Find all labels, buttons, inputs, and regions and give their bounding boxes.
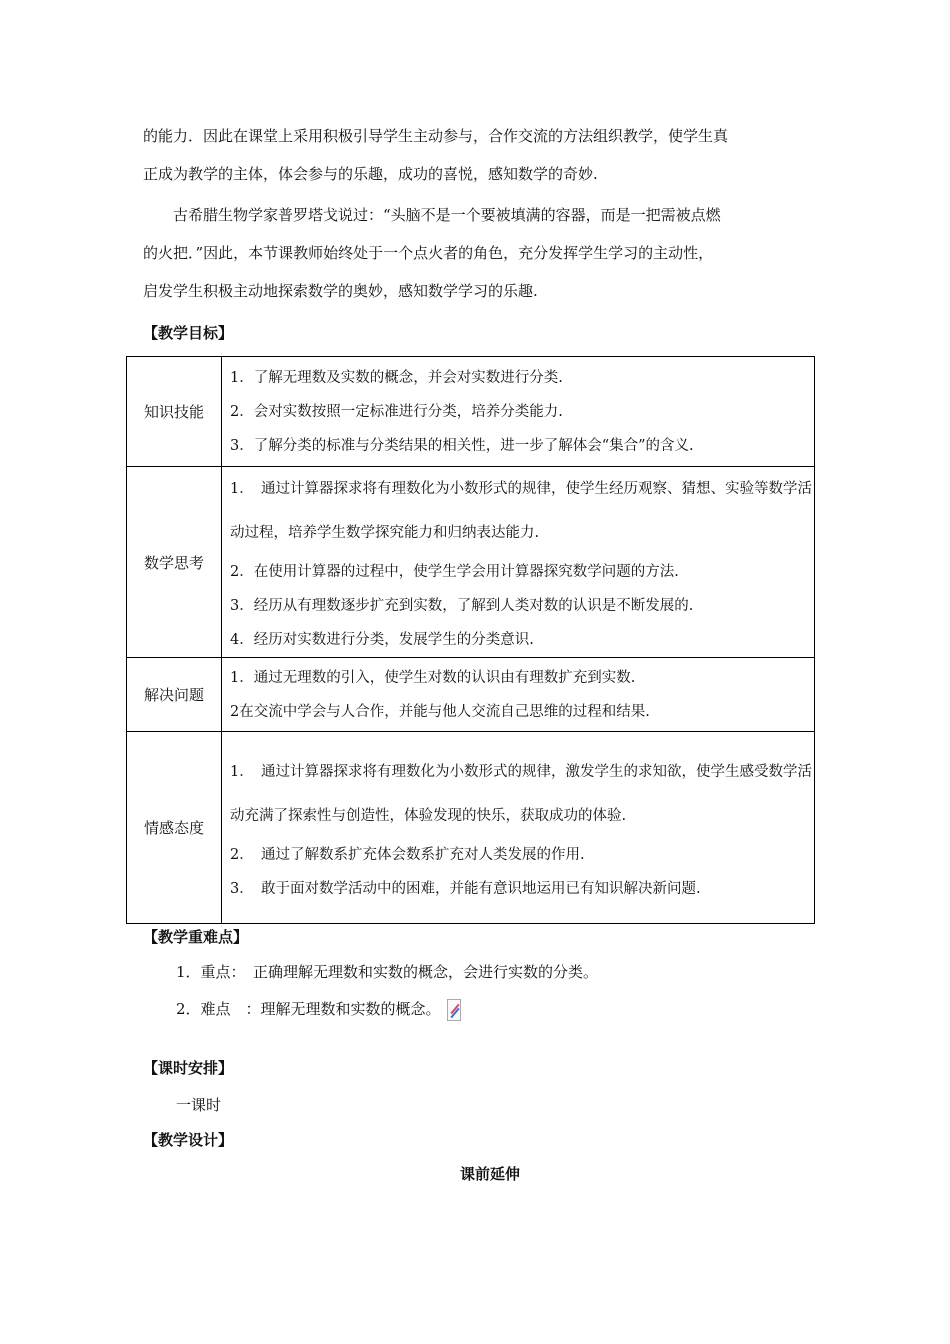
goals-items: [222, 357, 815, 467]
goals-heading: 【教学目标】: [143, 324, 234, 342]
goal-item: 1． 通过计算器探求将有理数化为小数形式的规律，使学生经历观察、猜想、实验等数学活动过程，培养学生数学探究能力和归纳表达能力.: [230, 481, 812, 541]
goals-category: 情感态度: [127, 732, 222, 924]
goal-item: 2．会对实数按照一定标准进行分类，培养分类能力.: [230, 403, 563, 420]
goals-items: [222, 467, 815, 658]
intro-line-2: 正成为教学的主体，体会参与的乐趣，成功的喜悦，感知数学的奇妙.: [143, 165, 598, 183]
schedule-heading: 【课时安排】: [143, 1059, 234, 1077]
goal-item: 1．通过无理数的引入，使学生对数的认识由有理数扩充到实数.: [230, 669, 636, 686]
goals-row-thinking: [127, 467, 815, 658]
design-heading: 【教学设计】: [143, 1131, 234, 1149]
goal-item: 3． 敢于面对数学活动中的困难，并能有意识地运用已有知识解决新问题.: [230, 880, 701, 897]
goals-table: [126, 356, 815, 924]
quote-paragraph: [143, 196, 813, 310]
schedule-value: 一课时: [176, 1096, 222, 1114]
goals-items: [222, 658, 815, 732]
quote-line-1: 古希腊生物学家普罗塔戈说过：“头脑不是一个要被填满的容器，而是一把需被点燃: [173, 206, 721, 224]
quote-line-2: 的火把．”因此，本节课教师始终处于一个点火者的角色，充分发挥学生学习的主动性，: [143, 244, 714, 262]
keypoint-item-text: 2．难点 ：理解无理数和实数的概念。: [176, 1000, 441, 1018]
keypoint-item: [176, 998, 461, 1021]
goal-item: 1． 通过计算器探求将有理数化为小数形式的规律，激发学生的求知欲，使学生感受数学活动充满了探索性与创造性，体验发现的快乐，获取成功的体验.: [230, 763, 812, 824]
goals-row-knowledge: [127, 357, 815, 467]
intro-line-1: 的能力．因此在课堂上采用积极引导学生主动参与，合作交流的方法组织教学，使学生真: [143, 127, 729, 145]
goal-item: 3．了解分类的标准与分类结果的相关性，进一步了解体会“集合”的含义.: [230, 437, 694, 454]
keypoint-item: 1．重点： 正确理解无理数和实数的概念，会进行实数的分类。: [176, 963, 599, 981]
keypoints-heading: 【教学重难点】: [143, 928, 249, 946]
goal-item: 3．经历从有理数逐步扩充到实数，了解到人类对数的认识是不断发展的.: [230, 598, 694, 614]
goal-item: 4．经历对实数进行分类，发展学生的分类意识.: [230, 632, 534, 648]
goal-item: 2． 通过了解数系扩充体会数系扩充对人类发展的作用.: [230, 846, 585, 863]
goals-row-attitude: [127, 732, 815, 924]
intro-paragraph: [143, 117, 813, 193]
goal-item: 2在交流中学会与人合作，并能与他人交流自己思维的过程和结果.: [230, 703, 650, 720]
goal-item: 1．了解无理数及实数的概念，并会对实数进行分类.: [230, 369, 563, 386]
goals-category: 数学思考: [127, 467, 222, 658]
goals-category: 解决问题: [127, 658, 222, 732]
goals-row-problem: [127, 658, 815, 732]
goals-category: 知识技能: [127, 357, 222, 467]
design-section-title: 课前延伸: [459, 1165, 520, 1183]
goals-items: [222, 732, 815, 924]
goal-item: 2．在使用计算器的过程中，使学生学会用计算器探究数学问题的方法.: [230, 564, 679, 580]
embedded-image-icon: [447, 999, 461, 1021]
quote-line-3: 启发学生积极主动地探索数学的奥妙，感知数学学习的乐趣.: [143, 282, 538, 300]
